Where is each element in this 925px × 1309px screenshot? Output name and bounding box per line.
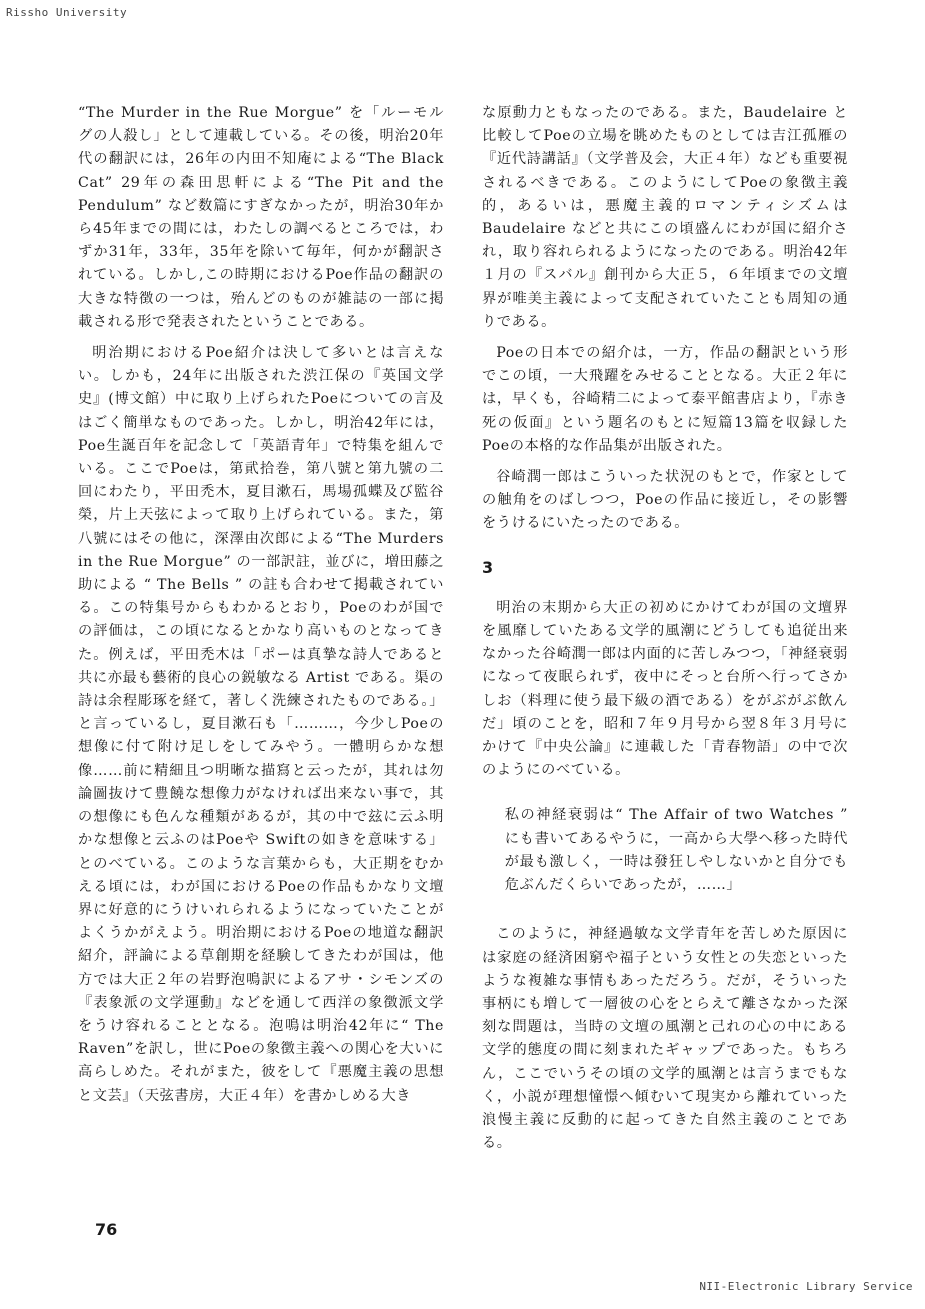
left-column	[78, 102, 444, 1116]
paragraph: このように，神経過敏な文学青年を苦しめた原因には家庭の経済困窮や福子という女性との失恋といったような複雑な事情もあっただろう。だが，そういった事柄にも増して一層彼の心をとらえて離さなかった深刻な問題は，当時の文壇の風潮と己れの心の中にある文学的態度の間に刻まれたギャップであった。もちろん，ここでいうその頃の文学的風潮とは言うまでもなく，小説が理想憧憬へ傾むいて現実から離れていった浪慢主義に反動的に起ってきた自然主義のことである。	[482, 926, 848, 1152]
quote-text: 私の神経衰弱は“ The Affair of two Watches ” にも書いてあるやうに，一高から大學へ移った時代が最も激しく，一時は發狂しやしないかと自分でも危ぶんだくらいであったが，……」	[504, 807, 848, 894]
paragraph: な原動力ともなったのである。また，Baudelaire と比較してPoeの立場を眺めたものとしては吉江孤雁の『近代詩講話』（文学普及会，大正４年）なども重要視されるべきである。このようにしてPoeの象徴主義的，あるいは，悪魔主義的ロマンティシズムは Baudelaire などと共にこの頃盛んにわが国に紹介され，取り容れられるようになったのである。明治42年１月の『スバル』創刊から大正５，６年頃までの文壇界が唯美主義によって支配されていたことも周知の通りである。	[482, 105, 848, 330]
paragraph: Poeの日本での紹介は，一方，作品の翻訳という形でこの頃，一大飛躍をみせることとなる。大正２年には，早くも，谷崎精二によって泰平館書店より，『赤き死の仮面』という題名のもとに短篇13篇を収録したPoeの本格的な作品集が出版された。	[482, 345, 848, 454]
header-institution: Rissho University	[6, 6, 128, 19]
paragraph: 谷崎潤一郎はこういった状況のもとで，作家としての触角をのばしつつ，Poeの作品に接近し，その影響をうけるにいたったのである。	[482, 469, 848, 532]
right-column	[482, 102, 848, 1163]
footer-service: NII-Electronic Library Service	[699, 1280, 913, 1293]
paragraph: 明治の末期から大正の初めにかけてわが国の文壇界を風靡していたある文学的風潮にどうしても追従出来なかった谷崎潤一郎は内面的に苦しみつつ，「神経衰弱になって夜眠られず，夜中にそっと台所へ行ってさかしお（料理に使う最下級の酒である）をがぶがぶ飲んだ」頃のことを，昭和７年９月号から翌８年３月号にかけて『中央公論』に連載した「青春物語」の中で次のようにのべている。	[482, 599, 848, 779]
paragraph: 明治期におけるPoe紹介は決して多いとは言えない。しかも，24年に出版された渋江保の『英国文学史』(博文館）中に取り上げられたPoeについての言及はごく簡単なものであった。しかし，明治42年には，Poe生誕百年を記念して「英語青年」で特集を組んでいる。ここでPoeは，第貮拾巻，第八號と第九號の二回にわたり，平田禿木，夏目漱石，馬場孤蝶及び監谷榮，片上天弦によって取り上げられている。また，第八號にはその他に，深澤由次郎による“The Murders in the Rue Morgue” の一部訳註，並びに，増田藤之助による “ The Bells ” の註も合わせて掲載されている。この特集号からもわかるとおり，Poeのわが国での評価は，この頃になるとかなり高いものとなってきた。例えば，平田禿木は「ポーは真摯な詩人であると共に亦最も藝術的良心の鋭敏なる Artist である。渠の詩は余程彫琢を経て，著しく洗練されたものである。」と言っているし，夏目漱石も「………，今少しPoeの想像に付て附け足しをしてみやう。一體明らかな想像……前に精細且つ明晰な描寫と云ったが，其れは勿論圖抜けて豊饒な想像力がなければ出来ない事で，其の想像にも色んな種類があるが，其の中で玆に云ふ明かな想像と云ふのはPoeや Swiftの如きを意味する」とのべている。このような言葉からも，大正期をむかえる頃には，わが国におけるPoeの作品もかなり文壇界に好意的にうけいれられるようになっていたことがよくうかがえよう。明治期におけるPoeの地道な翻訳紹介，評論による草創期を経験してきたわが国は，他方では大正２年の岩野泡鳴訳によるアサ・シモンズの『表象派の文学運動』などを通して西洋の象徴派文学をうけ容れることとなる。泡鳴は明治42年に“ The Raven”を訳し，世にPoeの象徴主義への関心を大いに高らしめた。それがまた，彼をして『悪魔主義の思想と文芸』（天弦書房，大正４年）を書かしめる大き	[78, 345, 444, 1104]
section-number: 3	[482, 557, 494, 577]
page-number: 76	[95, 1220, 118, 1239]
block-quote	[482, 804, 848, 897]
paragraph: “The Murder in the Rue Morgue” を「ルーモルグの人殺し」として連載している。その後，明治20年代の翻訳には，26年の内田不知庵による“The Black Cat” 29年の森田思軒による“The Pit and the Pendulum” など数篇にすぎなかったが，明治30年から45年までの間には，わたしの調べるところでは，わずか31年，33年，35年を除いて毎年，何かが翻訳されている。しかし,この時期におけるPoe作品の翻訳の大きな特徴の一つは，殆んどのものが雑誌の一部に掲載される形で発表されたということである。	[78, 105, 444, 330]
